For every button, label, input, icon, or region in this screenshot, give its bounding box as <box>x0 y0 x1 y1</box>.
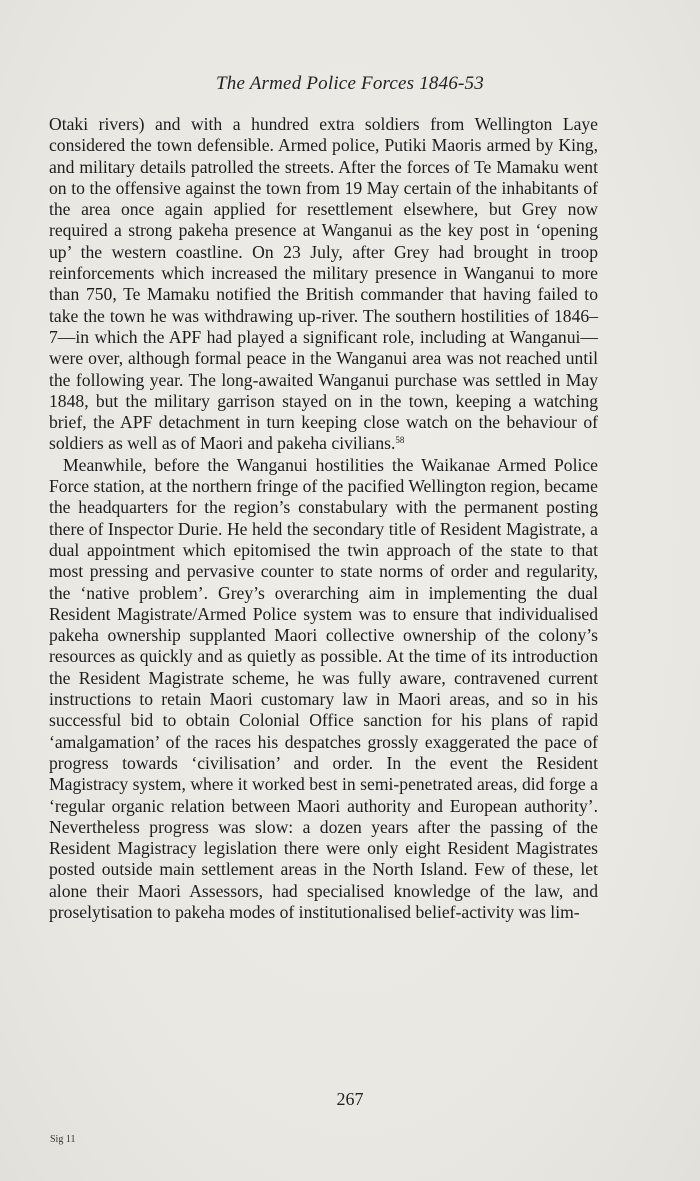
paragraph-1-text: Otaki rivers) and with a hundred extra soldiers from Wellington Laye considered the town defensible. Armed police, Putiki Maoris armed by King, and military details patrolled the streets. After the forces of Te Mamaku went on to the offensive against the town from 19 May certain of the inhabitants of the area once again applied for resettlement elsewhere, but Grey now required a strong pakeha presence at Wanganui as the key post in ‘opening up’ the western coastline. On 23 July, after Grey had brought in troop reinforcements which increased the military presence in Wanganui to more than 750, Te Mamaku notified the British commander that having failed to take the town he was withdrawing up-river. The southern hostilities of 1846–7—in which the APF had played a significant role, including at Wanganui—were over, although formal peace in the Wanganui area was not reached until the following year. The long-awaited Wanganui purchase was settled in May 1848, but the military garrison stayed on in the town, keeping a watching brief, the APF detachment in turn keeping close watch on the behaviour of soldiers as well as of Maori and pakeha civilians. <box>49 114 598 454</box>
paragraph-1 <box>49 114 598 455</box>
page-number: 267 <box>336 1089 364 1109</box>
paragraph-2-text: Meanwhile, before the Wanganui hostilities the Waikanae Armed Police Force station, at the northern fringe of the pacified Wellington region, became the headquarters for the region’s constabulary with the permanent posting there of Inspector Durie. He held the secondary title of Resident Magistrate, a dual appointment which epitomised the twin approach of the state to that most pressing and pervasive counter to state norms of order and regularity, the ‘native problem’. Grey’s overarching aim in implementing the dual Resident Magistrate/Armed Police system was to ensure that individualised pakeha ownership supplanted Maori collective ownership of the colony’s resources as quickly and as quietly as possible. At the time of its introduction the Resident Magistrate scheme, he was fully aware, contravened current instructions to retain Maori customary law in Maori areas, and so in his successful bid to obtain Colonial Office sanction for his plans of rapid ‘amalgamation’ of the races his despatches grossly exaggerated the pace of progress towards ‘civilisation’ and order. In the event the Resident Magistracy system, where it worked best in semi-penetrated areas, did forge a ‘regular organic relation between Maori authority and European authority’. Nevertheless progress was slow: a dozen years after the passing of the Resident Magistracy legislation there were only eight Resident Magistrates posted outside main settlement areas in the North Island. Few of these, let alone their Maori Assessors, had specialised knowledge of the law, and proselytisation to pakeha modes of institutionalised belief-activity was lim- <box>49 454 598 922</box>
signature-mark: Sig 11 <box>50 1134 76 1145</box>
body-text <box>49 114 598 923</box>
paragraph-2 <box>49 455 598 924</box>
running-head: The Armed Police Forces 1846-53 <box>216 73 484 94</box>
footnote-reference: 58 <box>395 435 405 446</box>
